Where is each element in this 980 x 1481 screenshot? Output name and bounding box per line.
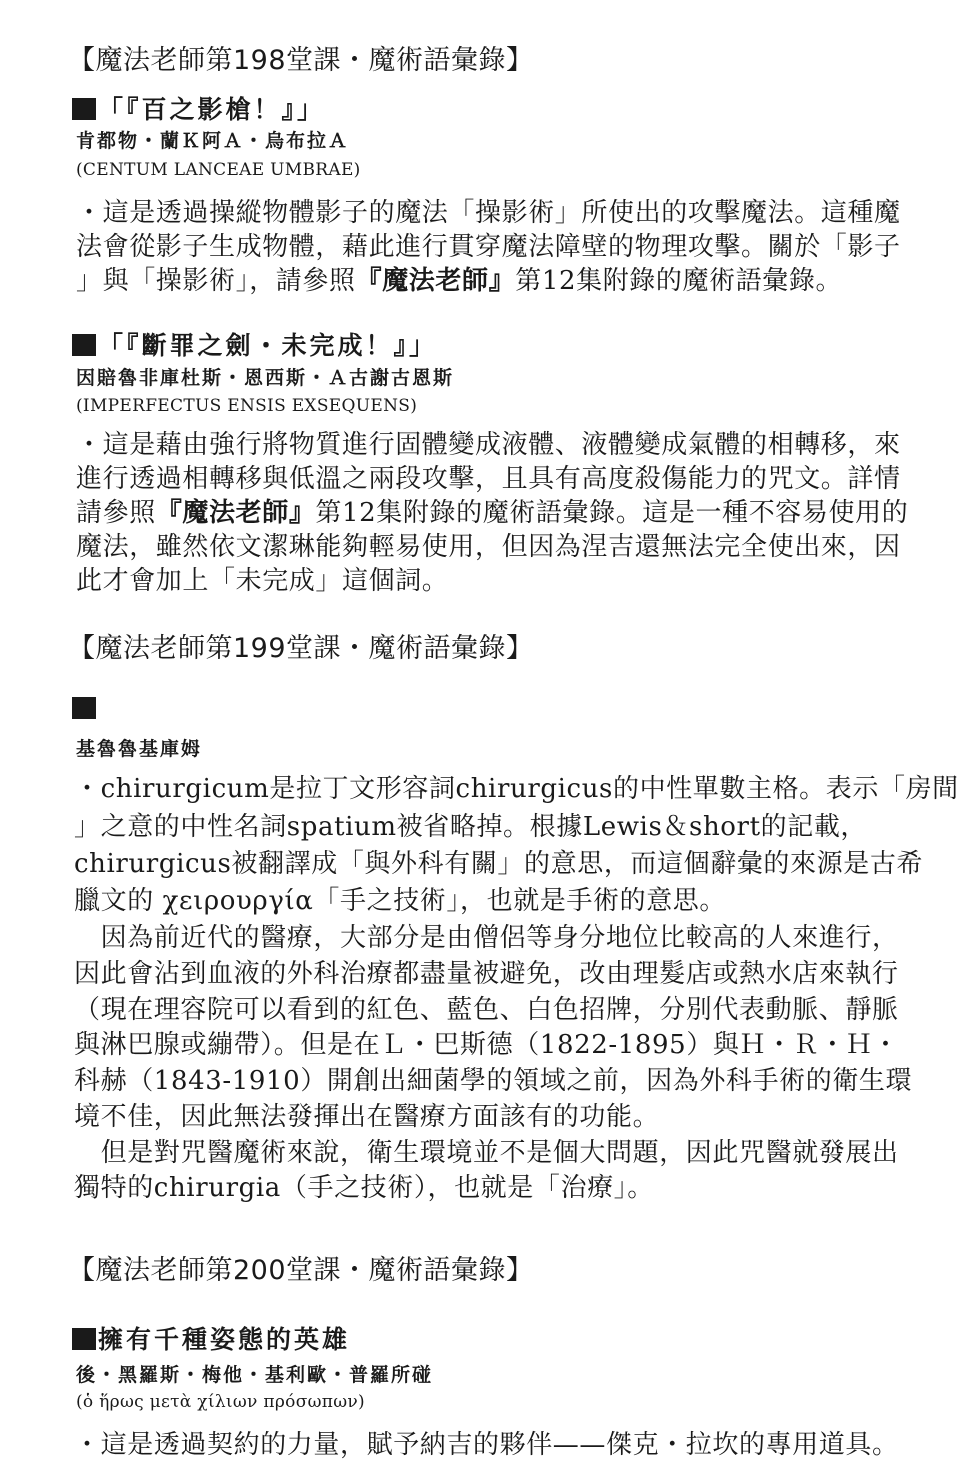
term-hero-title <box>72 1320 350 1356</box>
term-chirurgicum-title <box>72 694 98 723</box>
lesson-199-header: 【魔法老師第199堂課・魔術語彙錄】 <box>68 633 534 664</box>
term-centum-title <box>72 90 325 126</box>
body-line: 因為前近代的醫療，大部分是由僧侶等身分地位比較高的人來進行， <box>74 923 899 953</box>
black-square-icon <box>72 1328 96 1350</box>
term-reading: 後・黑羅斯・梅他・基利歐・普羅所碰 <box>76 1364 434 1386</box>
term-latin: (IMPERFECTUS ENSIS EXSEQUENS) <box>76 396 418 416</box>
lesson-198-header: 【魔法老師第198堂課・魔術語彙錄】 <box>68 45 534 76</box>
term-greek: (ὁ ἥρως μετὰ χίλιων πρόσωπων) <box>76 1392 365 1412</box>
term-latin: (CENTUM LANCEAE UMBRAE) <box>76 160 361 180</box>
term-reading: 肯都物・蘭Ｋ阿Ａ・烏布拉Ａ <box>76 130 350 152</box>
body-line: 獨特的chirurgia（手之技術），也就是「治療」。 <box>74 1173 654 1203</box>
body-line <box>76 260 842 297</box>
body-line: 魔法，雖然依文潔琳能夠輕易使用，但因為涅吉還無法完全使出來，因 <box>76 532 901 562</box>
text-segment: 請參照 <box>76 498 156 528</box>
body-line: 因此會沾到血液的外科治療都盡量被避免，改由理髮店或熱水店來執行 <box>74 959 899 989</box>
term-name: 擁有千種姿態的英雄 <box>98 1325 351 1354</box>
black-square-icon <box>72 98 96 120</box>
body-line <box>76 492 908 529</box>
body-line: 境不佳，因此無法發揮出在醫療方面該有的功能。 <box>74 1102 660 1132</box>
term-imperfectus-title <box>72 326 437 362</box>
black-square-icon <box>72 697 96 719</box>
body-line: 臘文的 χειρουργία「手之技術」，也就是手術的意思。 <box>74 886 727 916</box>
body-line: ・這是藉由強行將物質進行固體變成液體、液體變成氣體的相轉移，來 <box>76 430 901 460</box>
book-title: 『魔法老師』 <box>155 498 316 528</box>
body-line: 法會從影子生成物體，藉此進行貫穿魔法障壁的物理攻擊。關於「影子 <box>76 232 901 262</box>
body-line: 此才會加上「未完成」這個詞。 <box>76 566 449 596</box>
body-line: ・chirurgicum是拉丁文形容詞chirurgicus的中性單數主格。表示「房間 <box>74 774 959 804</box>
book-title: 『魔法老師』 <box>355 266 516 296</box>
term-name: 「『百之影槍！』」 <box>98 95 326 124</box>
body-line: （現在理容院可以看到的紅色、藍色、白色招牌，分別代表動脈、靜脈 <box>74 995 899 1025</box>
body-line: 」之意的中性名詞spatium被省略掉。根據Lewis＆short的記載， <box>74 812 868 842</box>
term-reading: 基魯魯基庫姆 <box>76 738 203 760</box>
text-segment: 第12集附錄的魔術語彙錄。這是一種不容易使用的 <box>315 498 909 528</box>
body-line: ・這是透過契約的力量，賦予納吉的夥伴——傑克・拉坎的專用道具。 <box>74 1430 899 1460</box>
lesson-200-header: 【魔法老師第200堂課・魔術語彙錄】 <box>68 1255 534 1286</box>
body-line: 但是對咒醫魔術來說，衛生環境並不是個大問題，因此咒醫就發展出 <box>74 1138 899 1168</box>
term-name: 「『斷罪之劍・未完成！』」 <box>98 331 438 360</box>
text-segment: 第12集附錄的魔術語彙錄。 <box>515 266 843 296</box>
body-line: 進行透過相轉移與低溫之兩段攻擊，且具有高度殺傷能力的咒文。詳情 <box>76 464 901 494</box>
body-line: chirurgicus被翻譯成「與外科有關」的意思，而這個辭彙的來源是古希 <box>74 849 924 879</box>
black-square-icon <box>72 334 96 356</box>
term-reading: 因賠魯非庫杜斯・恩西斯・Ａ古謝古恩斯 <box>76 367 455 389</box>
body-line: ・這是透過操縱物體影子的魔法「操影術」所使出的攻擊魔法。這種魔 <box>76 198 901 228</box>
body-line: 與淋巴腺或繃帶）。但是在Ｌ・巴斯德（1822-1895）與Ｈ・Ｒ・Ｈ・ <box>74 1030 900 1060</box>
body-line: 科赫（1843-1910）開創出細菌學的領域之前，因為外科手術的衛生環 <box>74 1066 913 1096</box>
text-segment: 」與「操影術」，請參照 <box>76 266 356 296</box>
